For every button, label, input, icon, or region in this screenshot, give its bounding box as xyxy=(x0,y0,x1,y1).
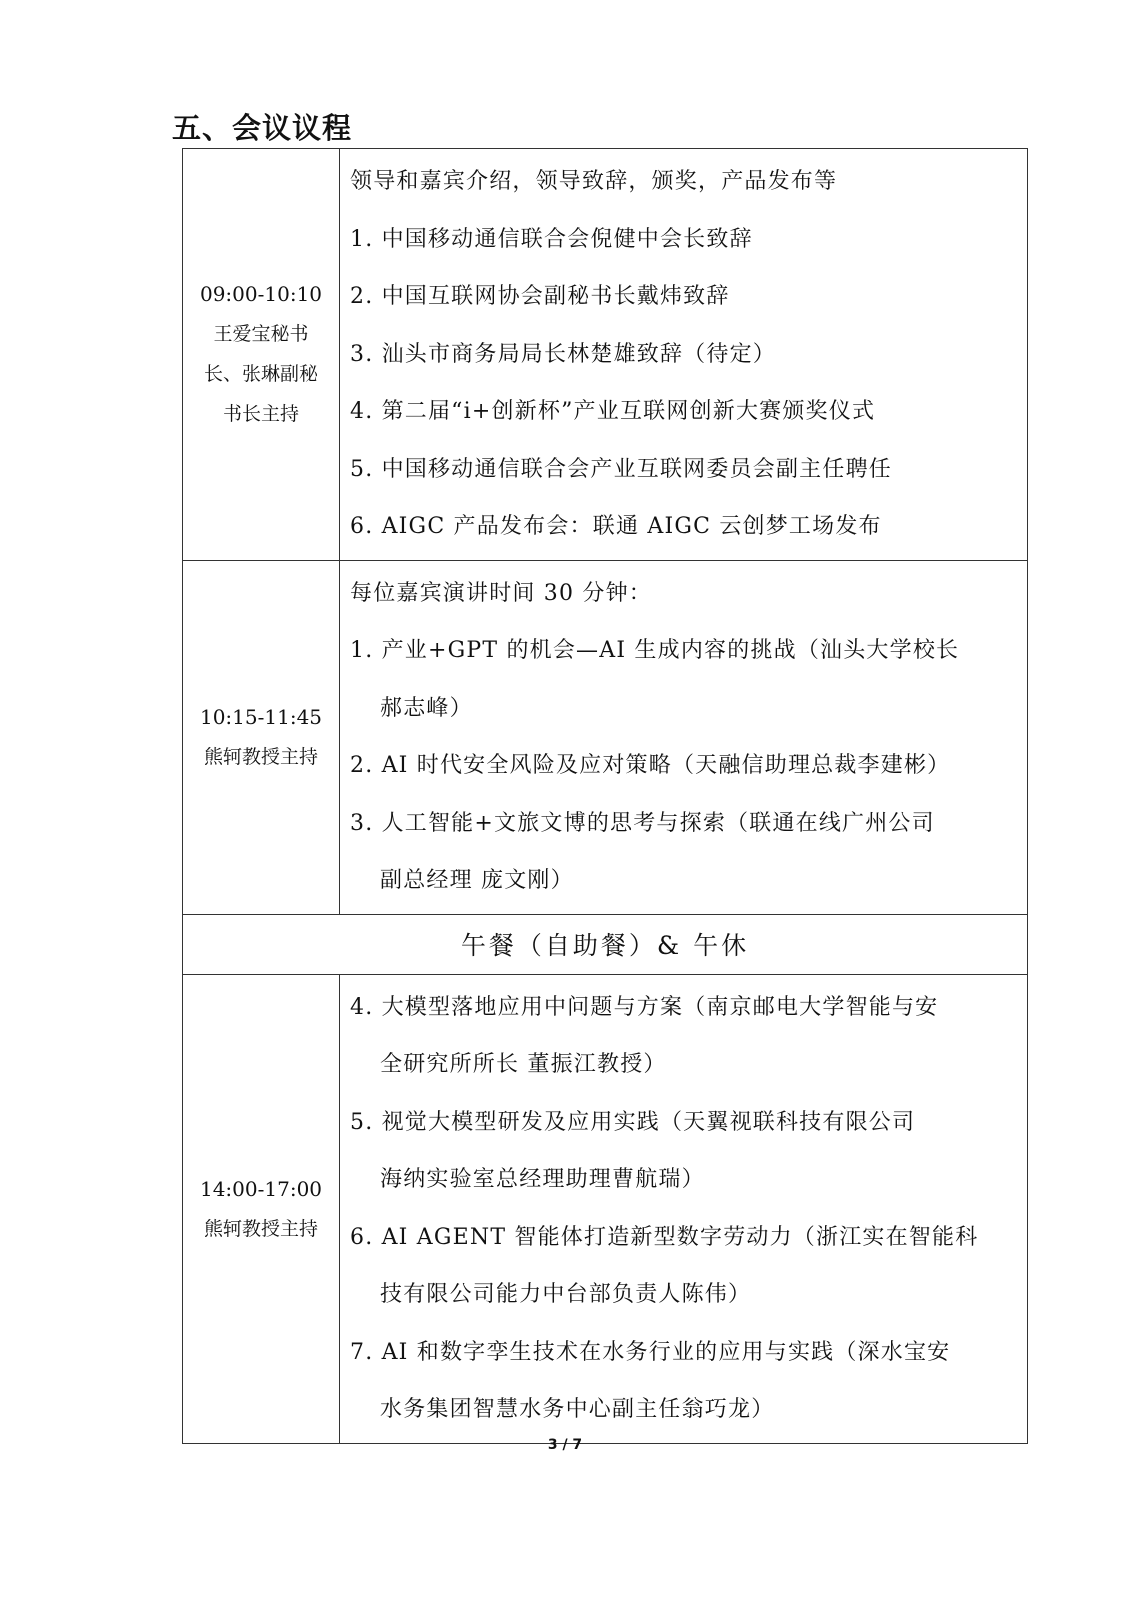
lunch-break: 午餐（自助餐）& 午休 xyxy=(183,914,1028,974)
session-time-cell xyxy=(183,149,340,561)
agenda-table xyxy=(182,148,1028,1444)
agenda-item: 2. 中国互联网协会副秘书长戴炜致辞 xyxy=(350,284,730,309)
agenda-item: 4. 第二届“i+创新杯”产业互联网创新大赛颁奖仪式 xyxy=(350,399,876,424)
session-detail-cell xyxy=(340,149,1028,561)
agenda-item: 3. 汕头市商务局局长林楚雄致辞（待定） xyxy=(350,341,776,367)
agenda-item: 2. AI 时代安全风险及应对策略（天融信助理总裁李建彬） xyxy=(350,753,951,778)
agenda-item: 6. AIGC 产品发布会：联通 AIGC 云创梦工场发布 xyxy=(350,514,882,539)
agenda-item: 1. 产业+GPT 的机会—AI 生成内容的挑战（汕头大学校长 xyxy=(350,638,960,663)
agenda-item: 5. 视觉大模型研发及应用实践（天翼视联科技有限公司 xyxy=(350,1109,916,1135)
agenda-row-session-1 xyxy=(183,149,1028,561)
session-intro: 领导和嘉宾介绍，领导致辞，颁奖，产品发布等 xyxy=(350,169,838,194)
section-title: 五、会议议程 xyxy=(172,111,353,145)
agenda-item-continuation: 技有限公司能力中台部负责人陈伟） xyxy=(380,1282,752,1307)
agenda-row-lunch xyxy=(183,914,1028,974)
agenda-item-continuation: 全研究所所长 董振江教授） xyxy=(380,1052,667,1077)
session-host-line: 长、张琳副秘 xyxy=(203,363,318,386)
agenda-row-session-2 xyxy=(183,560,1028,914)
agenda-item: 4. 大模型落地应用中问题与方案（南京邮电大学智能与安 xyxy=(350,994,939,1020)
agenda-item-continuation: 副总经理 庞文刚） xyxy=(380,868,574,893)
agenda-item-continuation: 水务集团智慧水务中心副主任翁巧龙） xyxy=(380,1397,775,1422)
agenda-item-continuation: 郝志峰） xyxy=(380,695,473,721)
agenda-item: 3. 人工智能+文旅文博的思考与探索（联通在线广州公司 xyxy=(350,810,935,836)
session-time: 09:00-10:10 xyxy=(199,282,323,307)
session-time: 14:00-17:00 xyxy=(199,1176,323,1201)
session-host-line: 王爱宝秘书 xyxy=(213,323,309,346)
session-host-line: 书长主持 xyxy=(222,403,299,426)
agenda-item: 6. AI AGENT 智能体打造新型数字劳动力（浙江实在智能科 xyxy=(350,1224,979,1250)
session-time-cell xyxy=(183,974,340,1443)
session-detail-cell xyxy=(340,560,1028,914)
agenda-item: 1. 中国移动通信联合会倪健中会长致辞 xyxy=(350,226,753,252)
session-host-line: 熊轲教授主持 xyxy=(203,746,318,768)
session-time: 10:15-11:45 xyxy=(199,705,323,729)
session-host-line: 熊轲教授主持 xyxy=(203,1217,318,1240)
agenda-item: 7. AI 和数字孪生技术在水务行业的应用与实践（深水宝安 xyxy=(350,1339,951,1365)
agenda-item: 5. 中国移动通信联合会产业互联网委员会副主任聘任 xyxy=(350,456,892,482)
session-detail-cell xyxy=(340,974,1028,1443)
session-intro: 每位嘉宾演讲时间 30 分钟： xyxy=(350,580,652,606)
agenda-item-continuation: 海纳实验室总经理助理曹航瑞） xyxy=(380,1167,705,1192)
page-number: 3 / 7 xyxy=(547,1437,583,1453)
session-time-cell xyxy=(183,560,340,914)
agenda-row-session-3 xyxy=(183,974,1028,1443)
